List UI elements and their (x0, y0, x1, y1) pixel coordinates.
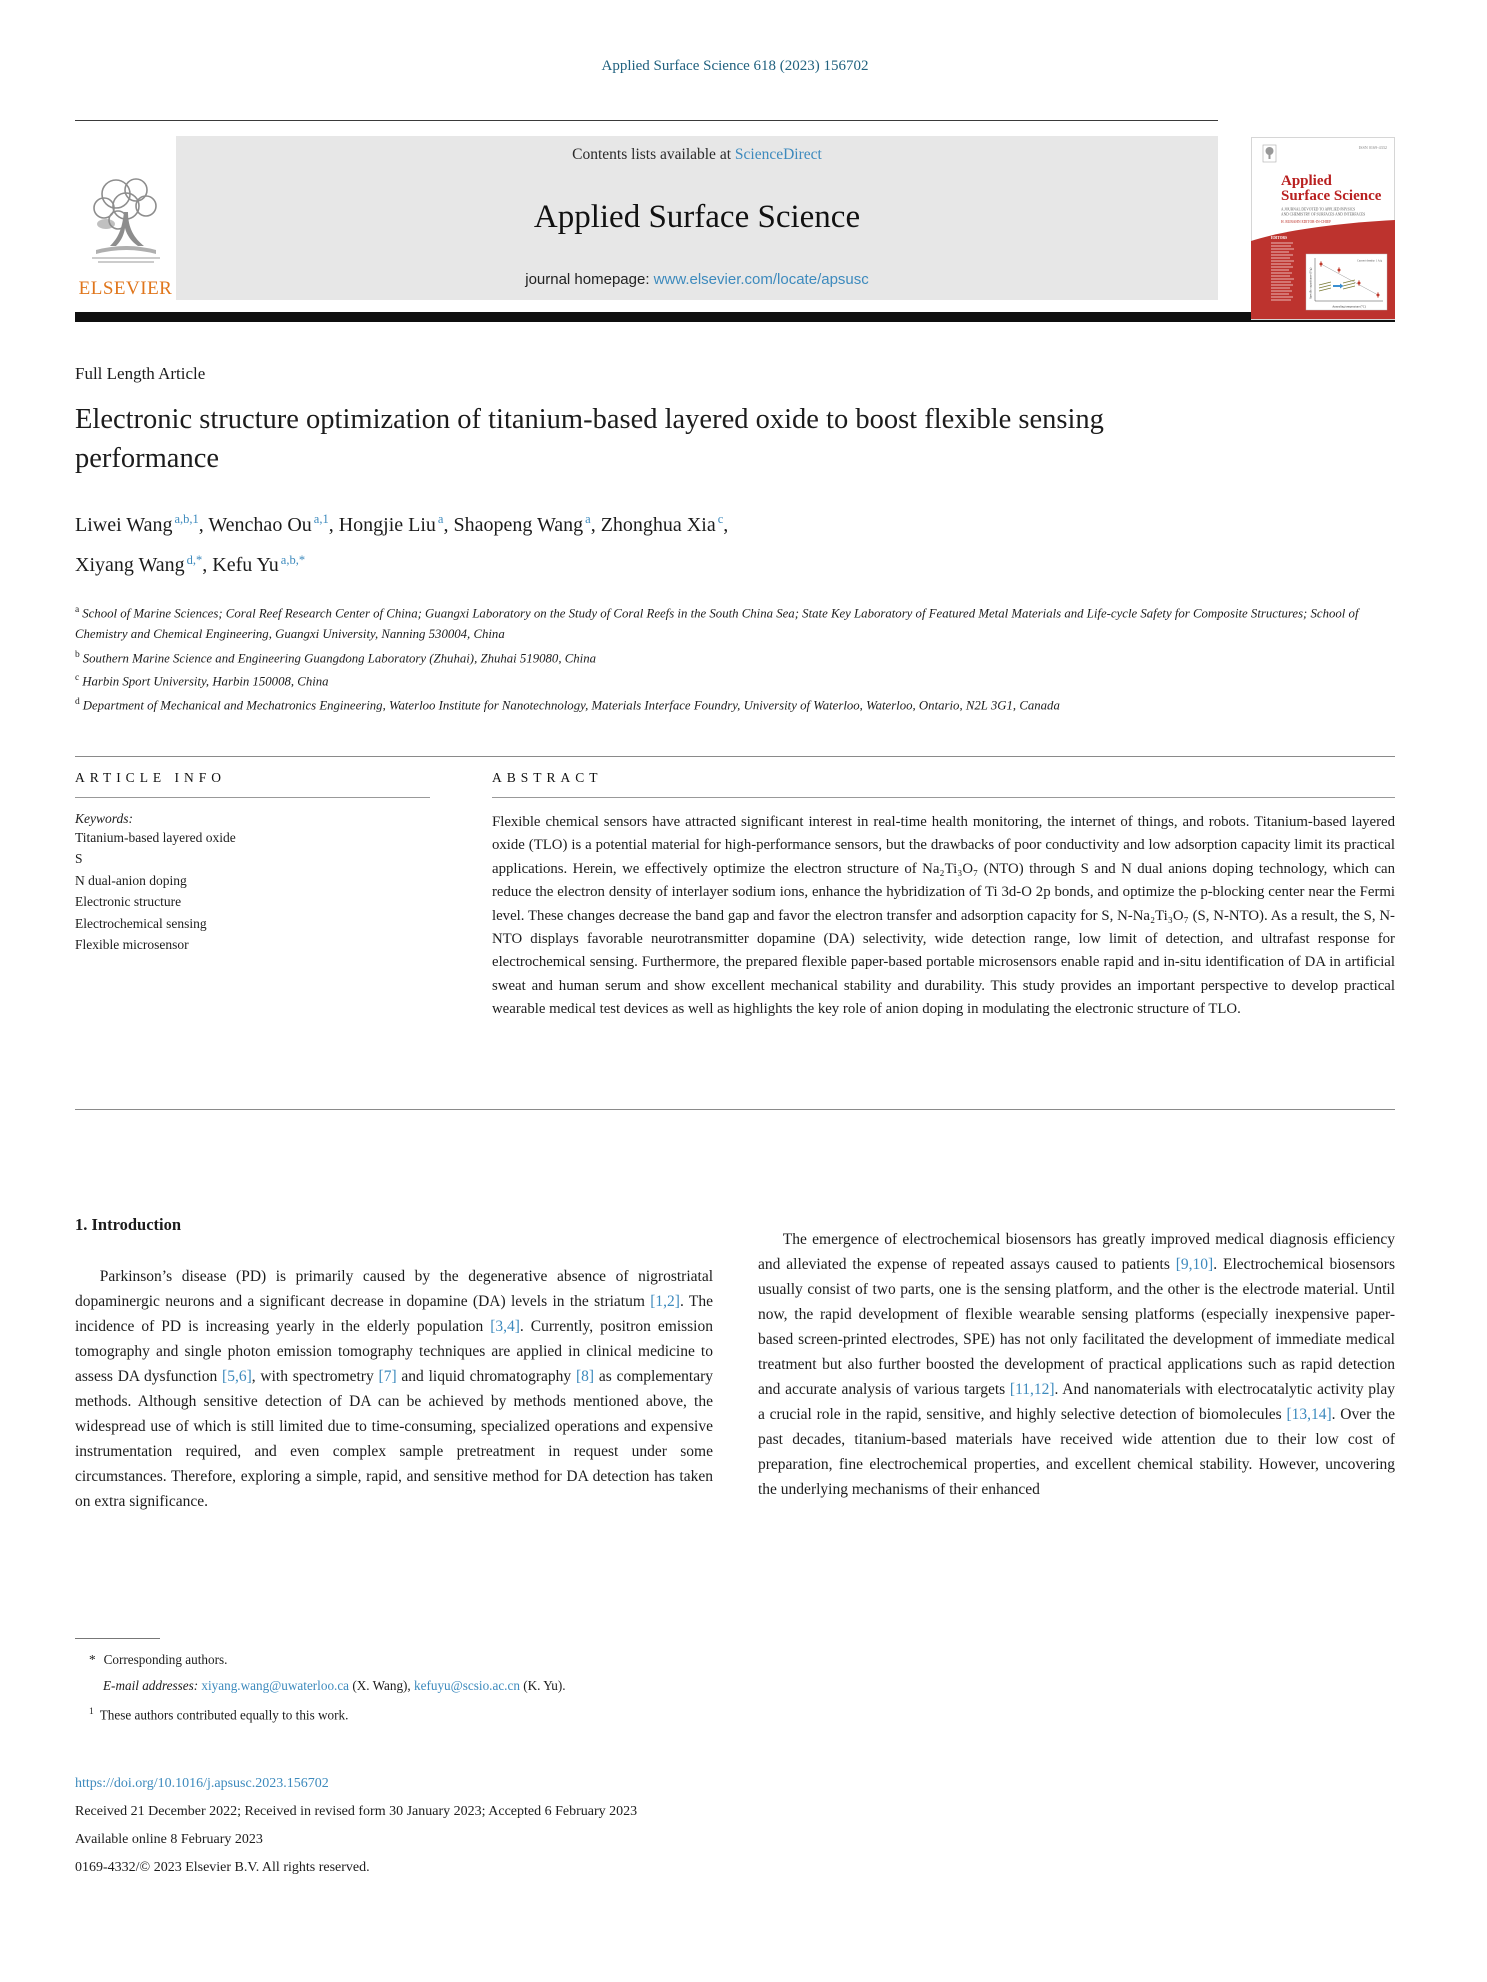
homepage-line (525, 271, 869, 288)
text-segment: The emergence of electrochemical biosensors has greatly improved medical diagnosis efficiency and alleviated the expense of repeated assays caused to patients (758, 1230, 1395, 1273)
citation-link[interactable]: [13,14] (1286, 1405, 1332, 1423)
divider-bar (75, 312, 1395, 322)
heading-rule (492, 797, 1395, 798)
citation-link[interactable]: [1,2] (650, 1292, 680, 1310)
paper-title: Electronic structure optimization of titanium-based layered oxide to boost flexible sensing performance (75, 404, 1104, 474)
available-online: Available online 8 February 2023 (75, 1832, 263, 1847)
intro-left-column (75, 1215, 713, 1514)
inset-legend: Current density: 1 A/g (1357, 259, 1382, 263)
text-segment: Parkinson’s disease (PD) is primarily caused by the degenerative absence of nigrostriatal dopaminergic neurons and a significant decrease in dopamine (DA) levels in the striatum (75, 1267, 713, 1310)
text-segment: . The incidence of PD is increasing yearly in the elderly population (75, 1292, 713, 1335)
text-segment: . And nanomaterials with electrocatalytic activity play a crucial role in the rapid, sensitive, and highly selective detection of biomolecules (758, 1380, 1395, 1423)
author-list (75, 502, 1395, 583)
inset-ylabel: Specific capacitance (F/g) (1308, 267, 1313, 299)
email-label: E-mail addresses: (103, 1678, 199, 1693)
email-addresses: E-mail addresses: xiyang.wang@uwaterloo.ca (X. Wang), kefuyu@scsio.ac.cn (K. Yu). (103, 1678, 566, 1693)
keyword: Flexible microsensor (75, 937, 189, 953)
citation-link[interactable]: [11,12] (1009, 1380, 1055, 1398)
copyright-line: 0169-4332/© 2023 Elsevier B.V. All rights reserved. (75, 1860, 370, 1875)
footnotes (75, 1638, 735, 1728)
cover-title-line2: Surface Science (1281, 188, 1382, 204)
journal-title: Applied Surface Science (533, 199, 861, 235)
cover-editors-label: EDITORS (1271, 236, 1288, 240)
affiliation: $^b$ Southern Marine Science and Engineering Guangdong Laboratory (Zhuhai), Zhuhai 519080, China (75, 649, 597, 665)
article-info-column (75, 770, 430, 1109)
cover-subtitle-2: AND CHEMISTRY OF SURFACES AND INTERFACES (1281, 212, 1366, 217)
cover-inset-chart (1306, 254, 1387, 310)
text-segment: . Currently, positron emission tomography and single photon emission tomography techniques are applied in clinical medicine to assess DA dysfunction (75, 1317, 713, 1385)
affiliation: $^a$ School of Marine Sciences; Coral Reef Research Center of China; Guangxi Laboratory on the Study of Coral Reefs in the South China Sea; State Key Laboratory of Featured Metal Materials and Life-cycle Safety for Composite Structures; School of Chemistry and Chemical Engineering, Guangxi University, Nanning 530004, China (75, 605, 1359, 642)
keyword: N dual-anion doping (75, 872, 187, 888)
text-segment: . Over the past decades, titanium-based materials have received wide attention due to their low cost of preparation, fine electrochemical properties, and excellent chemical stability. However, uncovering the underlying mechanisms of their enhanced (758, 1405, 1395, 1498)
elsevier-logo (75, 136, 176, 300)
inset-xlabel: Annealing temperature (°C) (1332, 304, 1366, 309)
introduction-section (75, 1215, 1395, 1514)
masthead (75, 136, 1395, 300)
author: Wenchao Ou $^{a,1}$, (208, 512, 339, 536)
abstract-heading: ABSTRACT (492, 769, 603, 785)
equal-contribution-note: $^1$ These authors contributed equally to this work. (89, 1707, 349, 1723)
journal-reference: Applied Surface Science 618 (2023) 156702 (601, 58, 869, 74)
citation-link[interactable]: [9,10] (1175, 1255, 1214, 1273)
introduction-heading: 1. Introduction (75, 1214, 182, 1234)
elsevier-wordmark: ELSEVIER (78, 278, 173, 299)
section-rule (75, 1109, 1395, 1110)
top-rule (75, 120, 1218, 121)
footer (75, 1770, 637, 1882)
text-segment: and liquid chromatography (396, 1367, 576, 1385)
heading-rule (75, 797, 430, 798)
cover-issn: ISSN 0169-4332 (1358, 145, 1387, 150)
journal-cover-thumbnail[interactable] (1251, 137, 1395, 320)
affiliation: $^c$ Harbin Sport University, Harbin 150008, China (75, 673, 329, 689)
homepage-prefix: journal homepage: (525, 271, 654, 288)
affiliation-list (75, 600, 1395, 716)
homepage-link[interactable]: www.elsevier.com/locate/apsusc (653, 271, 869, 288)
keyword: S (75, 851, 83, 867)
author: Zhonghua Xia $^c$, (600, 512, 729, 536)
cover-subtitle-1: A JOURNAL DEVOTED TO APPLIED PHYSICS (1281, 207, 1356, 212)
cover-title-line1: Applied (1281, 173, 1332, 189)
affiliation: $^d$ Department of Mechanical and Mechatronics Engineering, Waterloo Institute for Nanotechnology, Materials Interface Foundry, University of Waterloo, Waterloo, Ontario, N2L 3G1, Canada (75, 697, 1060, 713)
keyword: Electrochemical sensing (75, 915, 207, 931)
doi-link[interactable]: https://doi.org/10.1016/j.apsusc.2023.156702 (75, 1776, 329, 1791)
contents-line (572, 146, 822, 164)
cover-editor-line: H. RUBAHN EDITOR-IN-CHIEF (1281, 220, 1332, 224)
text-segment: . Electrochemical biosensors usually consist of two parts, one is the sensing platform, and the other is the electrode material. Until now, the rapid development of flexible wearable sensing platforms (especially inexpensive paper-based screen-printed electrodes, SPE) has not only facilitated the development of immediate medical treatment but also further boosted the development of practical applications such as rapid detection and accurate analysis of various targets (758, 1255, 1395, 1398)
intro-right-column (758, 1215, 1395, 1514)
received-dates: Received 21 December 2022; Received in revised form 30 January 2023; Accepted 6 February 2023 (75, 1804, 638, 1819)
citation-link[interactable]: [3,4] (490, 1317, 520, 1335)
author: Kefu Yu $^{a,b,*}$ (212, 552, 306, 577)
keywords-label: Keywords: (75, 810, 133, 826)
email-link-2[interactable]: kefuyu@scsio.ac.cn (414, 1678, 520, 1693)
contents-prefix: Contents lists available at (572, 146, 735, 163)
text-segment: as complementary methods. Although sensitive detection of DA can be achieved by methods mentioned above, the widespread use of which is still limited due to time-consuming, specialized operations and expensive instrumentation required, and even complex sample pretreatment in request under some circumstances. Therefore, exploring a simple, rapid, and sensitive method for DA detection has taken on extra significance. (75, 1367, 713, 1510)
abstract-column (492, 770, 1395, 1109)
corresponding-authors-note: * Corresponding authors. (89, 1652, 228, 1667)
footnote-rule (75, 1638, 160, 1639)
info-abstract-row (75, 757, 1395, 1109)
article-type: Full Length Article (75, 364, 206, 383)
elsevier-tree-icon (82, 172, 170, 276)
citation-link[interactable]: [5,6] (222, 1367, 252, 1385)
email-link-1[interactable]: xiyang.wang@uwaterloo.ca (201, 1678, 350, 1693)
author: Hongjie Liu $^a$, (338, 512, 454, 536)
keyword: Electronic structure (75, 894, 182, 910)
abstract-text: Flexible chemical sensors have attracted significant interest in real-time health monitoring, the internet of things, and robots. Titanium-based layered oxide (TLO) is a potential material for high-performance sensors, but the drawbacks of poor conductivity and low adsorption capacity limit its practical applications. Herein, we effectively optimize the electron structure of Na₂Ti₃O₇ (NTO) through S and N dual anions doping technology, which can reduce the electron density of interlayer sodium ions, enhance the hybridization of Ti 3d-O 2p bonds, and optimize the p-blocking center near the Fermi level. These changes decrease the band gap and favor the electron transfer and adsorption capacity for S, N-Na₂Ti₃O₇ (S, N-NTO). As a result, the S, N-NTO displays favorable neurotransmitter dopamine (DA) selectivity, wide detection range, low limit of detection, and ultrafast response for electrochemical sensing. Furthermore, the prepared flexible paper-based portable microsensors enable rapid and in-situ identification of DA in artificial sweat and human serum and show excellent mechanical stability and durability. This study provides an important perspective to develop practical wearable medical test devices as well as highlights the key role of anion doping in modulating the electronic structure of TLO. (492, 813, 1395, 1018)
text-segment: , with spectrometry (251, 1367, 379, 1385)
article-info-heading: ARTICLE INFO (75, 769, 227, 785)
sciencedirect-link[interactable]: ScienceDirect (734, 146, 822, 163)
author: Liwei Wang $^{a,b,1}$, (75, 512, 209, 536)
author: Shaopeng Wang $^a$, (453, 512, 601, 536)
keyword: Titanium-based layered oxide (75, 829, 236, 845)
citation-link[interactable]: [7] (378, 1367, 397, 1385)
intro-paragraph-left (75, 1264, 713, 1514)
citation-link[interactable]: [8] (575, 1367, 595, 1385)
intro-paragraph-right (758, 1227, 1395, 1502)
journal-banner (176, 136, 1218, 300)
author: Xiyang Wang $^{d,*}$, (75, 552, 213, 577)
